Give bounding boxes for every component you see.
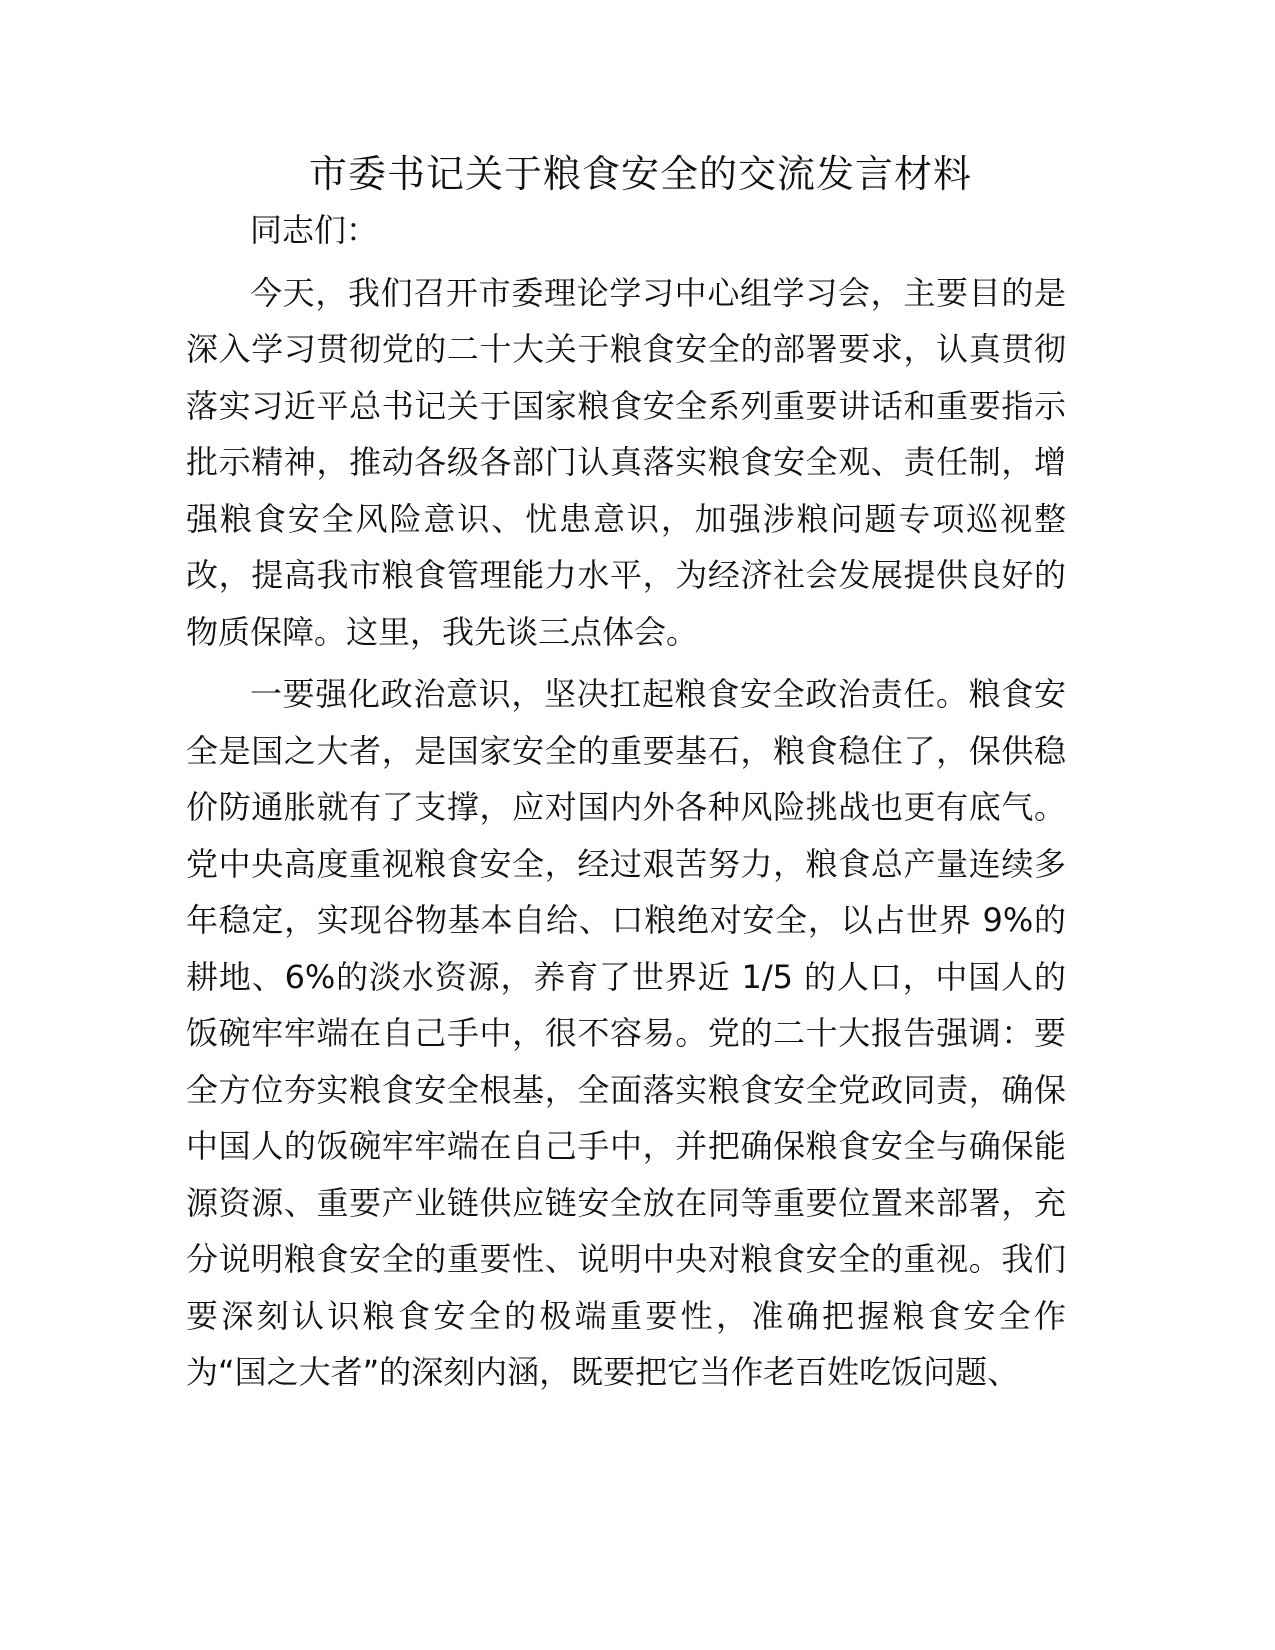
paragraph-intro: 今天，我们召开市委理论学习中心组学习会，主要目的是深入学习贯彻党的二十大关于粮食安全的部署要求，认真贯彻落实习近平总书记关于国家粮食安全系列重要讲话和重要指示批示精神，推动各级各部门认真落实粮食安全观、责任制，增强粮食安全风险意识、忧患意识，加强涉粮问题专项巡视整改，提高我市粮食管理能力水平，为经济社会发展提供良好的物质保障。这里，我先谈三点体会。 xyxy=(186,273,1066,651)
greeting-line: 同志们： xyxy=(250,211,379,249)
paragraph-point-one: 一要强化政治意识，坚决扛起粮食安全政治责任。粮食安全是国之大者，是国家安全的重要基石，粮食稳住了，保供稳价防通胀就有了支撑，应对国内外各种风险挑战也更有底气。党中央高度重视粮食安全，经过艰苦努力，粮食总产量连续多年稳定，实现谷物基本自给、口粮绝对安全，以占世界 9%的耕地、6%的淡水资源，养育了世界近 1/5 的人口，中国人的饭碗牢牢端在自己手中，很不容易。党的二十大报告强调：要全方位夯实粮食安全根基，全面落实粮食安全党政同责，确保中国人的饭碗牢牢端在自己手中，并把确保粮食安全与确保能源资源、重要产业链供应链安全放在同等重要位置来部署，充分说明粮食安全的重要性、说明中央对粮食安全的重视。我们要深刻认识粮食安全的极端重要性，准确把握粮食安全作为“国之大者”的深刻内涵，既要把它当作老百姓吃饭问题、 xyxy=(186,675,1066,1391)
document-title: 市委书记关于粮食安全的交流发言材料 xyxy=(308,152,972,196)
document-body xyxy=(186,202,1066,1407)
